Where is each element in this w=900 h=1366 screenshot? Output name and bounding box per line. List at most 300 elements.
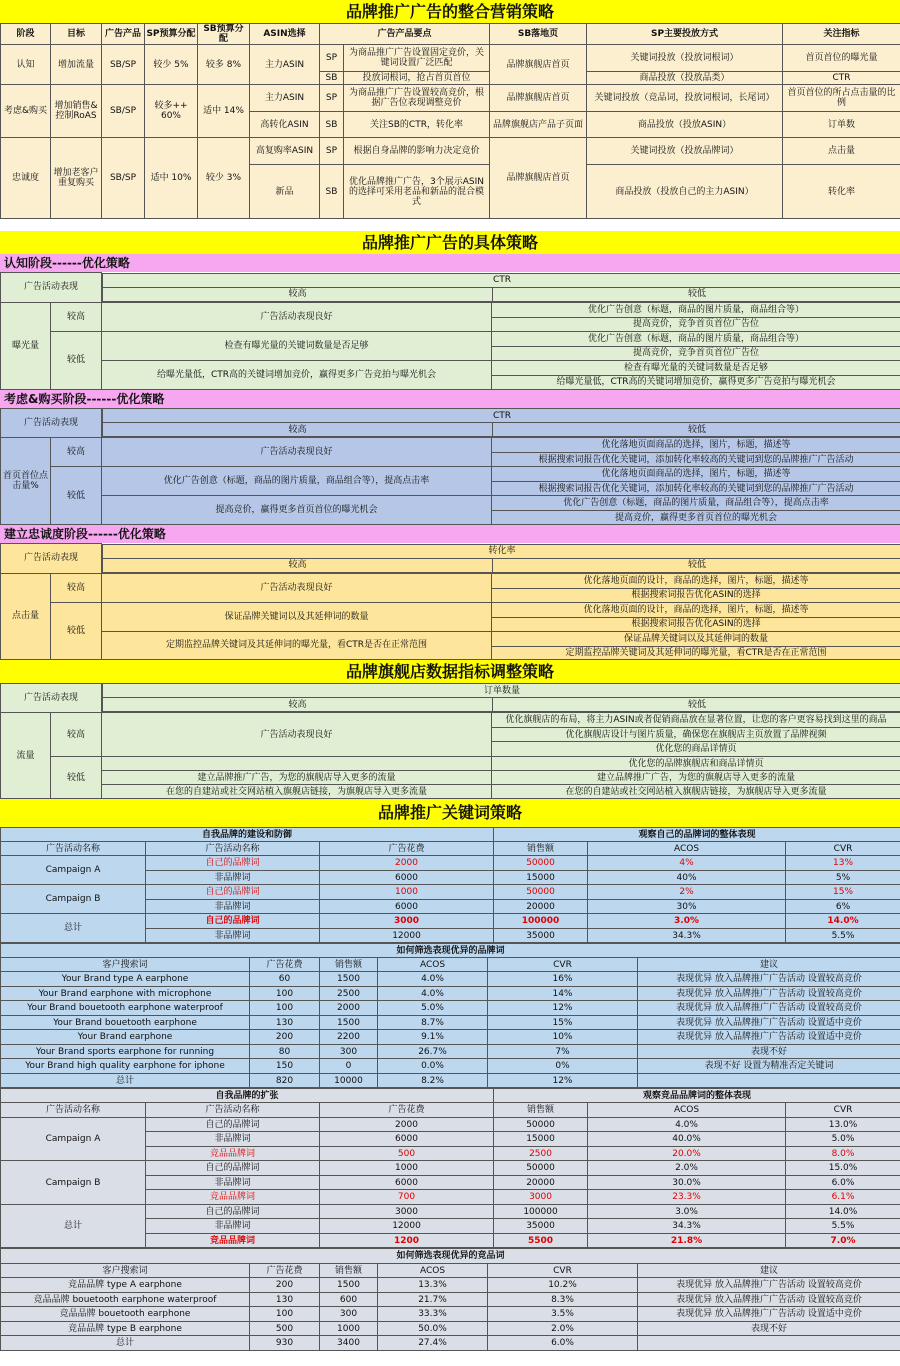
strategy-cell: 根据搜索词报告优化ASIN的选择 [492,617,900,631]
keyword-type: 非品牌词 [146,1176,320,1190]
metric-label: CTR [103,409,900,423]
goal-cell: 增加销售&控制RoAS [51,85,102,138]
asin-cell: 主力ASIN [250,85,320,112]
asin-cell: 新品 [250,165,320,219]
acos-cell: 4.0% [378,972,488,987]
cvr-cell: 8.0% [786,1147,900,1161]
strategy-cell: 根据搜索词报告优化关键词，添加转化率较高的关键词到您的品牌推广广告活动 [492,482,900,496]
acos-cell: 2.0% [588,1161,786,1176]
spend-cell: 150 [250,1059,320,1074]
cvr-cell: 15% [786,885,900,900]
level-low-label: 较低 [51,602,102,659]
table-row [1,1322,900,1336]
ad-type-cell: SP [320,45,344,72]
advice-cell: 表现优异 放入品牌推广广告活动 设置较高竞价 [638,1001,900,1016]
column-header: 销售额 [320,1264,378,1278]
acos-cell: 4% [588,856,786,871]
strategy-cell: 定期监控品牌关键词及其延伸词的曝光量，看CTR是否在正常范围 [492,646,900,659]
level-high-label: 较高 [103,558,493,572]
column-header: 客户搜索词 [1,1264,250,1278]
header-cell: 关注指标 [783,24,900,45]
landing-cell: 品牌旗舰店首页 [490,45,587,85]
cvr-cell: 14.0% [786,914,900,929]
acos-cell: 23.3% [588,1190,786,1205]
strategy-cell: 广告活动表现良好 [102,713,492,757]
acos-cell: 21.8% [588,1234,786,1248]
sales-cell: 50000 [494,1161,588,1176]
strategy-cell: 在您的自建站或社交网站植入旗舰店链接，为旗舰店导入更多流量 [492,785,900,799]
spend-cell: 3000 [320,914,494,929]
spend-cell: 60 [250,972,320,987]
table-row [1,1293,900,1307]
acos-cell: 0.0% [378,1059,488,1074]
spend-cell: 80 [250,1045,320,1059]
sales-cell: 50000 [494,885,588,900]
sales-cell: 3400 [320,1336,378,1351]
acos-cell: 30% [588,900,786,914]
spend-cell: 3000 [320,1205,494,1219]
column-header: ACOS [588,842,786,856]
sales-cell: 20000 [494,1176,588,1190]
acos-cell: 4.0% [378,987,488,1001]
strategy-cell: 提高竞价，赢得更多首页首位的曝光机会 [102,496,492,525]
sales-cell: 1000 [320,1322,378,1336]
column-header: ACOS [378,958,488,972]
search-term: 竞品品牌 type B earphone [1,1322,250,1336]
sales-cell: 3000 [494,1190,588,1205]
strategy-cell: 广告活动表现良好 [102,302,492,331]
acos-cell: 26.7% [378,1045,488,1059]
cvr-cell: 15.0% [786,1161,900,1176]
table-heading: 自我品牌的扩张 [1,1089,494,1103]
strategy-cell: 优化旗舰店的布局，将主力ASIN或者促销商品放在显著位置，让您的客户更容易找到这里的商品 [492,713,900,728]
strategy-cell: 在您的自建站或社交网站植入旗舰店链接，为旗舰店导入更多流量 [102,785,492,799]
asin-cell: 高转化ASIN [250,112,320,138]
acos-cell: 13.3% [378,1278,488,1293]
cvr-cell: 0% [488,1059,638,1074]
search-term: Your Brand sports earphone for running [1,1045,250,1059]
kpi-cell: CTR [783,72,900,85]
advice-cell: 表现优异 放入品牌推广广告活动 设置较高竞价 [638,1278,900,1293]
strategy-cell: 根据搜索词报告优化ASIN的选择 [492,588,900,602]
kpi-cell: 订单数 [783,112,900,138]
sb-budget-cell: 适中 14% [198,85,250,138]
campaign-name: 总计 [1,1205,146,1248]
column-header: 建议 [638,1264,900,1278]
ad-type-cell: SB [320,72,344,85]
search-term: Your Brand high quality earphone for iphone [1,1059,250,1074]
header-cell: 阶段 [1,24,51,45]
cvr-cell: 14% [488,987,638,1001]
strategy-cell: 提高竞价，竞争首页首位广告位 [492,346,900,360]
level-high-label: 较高 [51,438,102,467]
acos-cell: 2% [588,885,786,900]
sales-cell: 2500 [320,987,378,1001]
sales-cell: 35000 [494,929,588,943]
strategy-cell: 提高竞价，赢得更多首页首位的曝光机会 [492,511,900,525]
cvr-cell: 5.5% [786,1219,900,1234]
product-cell: SB/SP [102,85,145,138]
spend-cell: 130 [250,1016,320,1030]
header-cell: 目标 [51,24,102,45]
ad-point-cell: 关注SB的CTR，转化率 [344,112,490,138]
column-header: CVR [786,1103,900,1118]
acos-cell: 40% [588,871,786,885]
acos-cell: 8.2% [378,1074,488,1088]
row-metric-label: 点击量 [1,573,51,659]
sales-cell: 2000 [320,1001,378,1016]
column-header: 销售额 [320,958,378,972]
ad-type-cell: SP [320,138,344,165]
sales-cell: 600 [320,1293,378,1307]
phase-heading-consideration: 考虑&购买阶段------优化策略 [0,390,900,408]
kpi-cell: 转化率 [783,165,900,219]
column-header: 广告花费 [320,842,494,856]
metric-label: 转化率 [103,544,900,558]
kpi-cell: 首页首位的所占点击量的比例 [783,85,900,112]
strategy-cell: 优化落地页面商品的选择，图片，标题，描述等 [492,438,900,453]
cvr-cell: 7.0% [786,1234,900,1248]
spend-cell: 820 [250,1074,320,1088]
strategy-cell: 给曝光量低，CTR高的关键词增加竞价，赢得更多广告竞拍与曝光机会 [102,360,492,389]
keyword-type: 非品牌词 [146,871,320,885]
spend-cell: 100 [250,1307,320,1322]
asin-cell: 主力ASIN [250,45,320,85]
kpi-cell: 首页首位的曝光量 [783,45,900,72]
cvr-cell: 15% [488,1016,638,1030]
sales-cell: 300 [320,1307,378,1322]
strategy-cell: 优化广告创意（标题，商品的图片质量，商品组合等） [492,302,900,317]
spend-cell: 1000 [320,1161,494,1176]
level-low-label: 较低 [51,757,102,799]
awareness-strategy-table [0,272,900,390]
column-header: 广告活动名称 [1,1103,146,1118]
strategy-cell: 保证品牌关键词以及其延伸词的数量 [102,602,492,631]
keyword-type: 自己的品牌词 [146,1205,320,1219]
cvr-cell: 12% [488,1074,638,1088]
strategy-cell: 优化您的品牌旗舰店和商品详情页 [492,757,900,771]
strategy-cell: 根据搜索词报告优化关键词，添加转化率较高的关键词到您的品牌推广广告活动 [492,453,900,467]
column-header: 广告花费 [320,1103,494,1118]
sp-budget-cell: 适中 10% [145,138,198,219]
acos-cell: 21.7% [378,1293,488,1307]
spend-cell: 100 [250,987,320,1001]
strategy-cell [102,757,492,771]
row-metric-label: 曝光量 [1,302,51,389]
acos-cell: 4.0% [588,1118,786,1132]
cvr-cell: 6.1% [786,1190,900,1205]
kpi-cell: 点击量 [783,138,900,165]
header-cell: SB预算分配 [198,24,250,45]
level-low-label: 较低 [493,698,900,712]
competitor-search-term-table [0,1248,900,1351]
acos-cell: 34.3% [588,1219,786,1234]
search-term: Your Brand type A earphone [1,972,250,987]
store-strategy-table [0,683,900,800]
table-row [1,1336,900,1351]
keyword-type: 非品牌词 [146,929,320,943]
cvr-cell: 10.2% [488,1278,638,1293]
advice-cell [638,1336,900,1351]
perf-label: 广告活动表现 [1,544,102,574]
cvr-cell: 7% [488,1045,638,1059]
cvr-cell: 16% [488,972,638,987]
table-heading: 如何筛选表现优异的竞品词 [1,1249,900,1264]
strategy-cell: 优化广告创意（标题，商品的图片质量，商品组合等），提高点击率 [492,496,900,511]
spend-cell: 1000 [320,885,494,900]
acos-cell: 8.7% [378,1016,488,1030]
section-title-keyword: 品牌推广关键词策略 [0,799,900,827]
column-header: CVR [488,1264,638,1278]
sp-method-cell: 关键词投放（投放品牌词） [587,138,783,165]
strategy-cell: 给曝光量低，CTR高的关键词增加竞价，赢得更多广告竞拍与曝光机会 [492,375,900,389]
level-high-label: 较高 [103,698,493,712]
acos-cell: 27.4% [378,1336,488,1351]
spend-cell: 6000 [320,1176,494,1190]
cvr-cell: 12% [488,1001,638,1016]
row-metric-label: 流量 [1,713,51,799]
campaign-name: 总计 [1,914,146,943]
integrated-strategy-table [0,23,900,219]
brand-search-term-table [0,943,900,1088]
table-heading: 自我品牌的建设和防御 [1,828,494,842]
cvr-cell: 13.0% [786,1118,900,1132]
column-header: 广告花费 [250,1264,320,1278]
column-header: CVR [786,842,900,856]
spend-cell: 500 [320,1147,494,1161]
level-high-label: 较高 [103,423,493,437]
search-term: Your Brand bouetooth earphone [1,1016,250,1030]
advice-cell: 表现优异 放入品牌推广广告活动 设置较高竞价 [638,987,900,1001]
header-cell: ASIN选择 [250,24,320,45]
consideration-strategy-table [0,408,900,526]
strategy-cell: 广告活动表现良好 [102,438,492,467]
strategy-cell: 优化广告创意（标题，商品的图片质量，商品组合等），提高点击率 [102,467,492,496]
sp-method-cell: 关键词投放（投放词根词） [587,45,783,72]
column-header: 广告花费 [250,958,320,972]
advice-cell: 表现不好 [638,1322,900,1336]
table-row [1,1045,900,1059]
acos-cell: 5.0% [378,1001,488,1016]
ad-point-cell: 为商品推广广告设置固定竞价，关键词设置广泛匹配 [344,45,490,72]
acos-cell: 34.3% [588,929,786,943]
stage-cell: 考虑&购买 [1,85,51,138]
spend-cell: 6000 [320,900,494,914]
keyword-type: 非品牌词 [146,900,320,914]
search-term: 总计 [1,1336,250,1351]
header-cell: SP主要投放方式 [587,24,783,45]
advice-cell: 表现优异 放入品牌推广广告活动 设置适中竞价 [638,1016,900,1030]
spend-cell: 12000 [320,1219,494,1234]
advice-cell: 表现优异 放入品牌推广广告活动 设置适中竞价 [638,1030,900,1045]
level-high-label: 较高 [103,287,493,301]
perf-label: 广告活动表现 [1,273,102,303]
table-heading: 观察竞品品牌词的整体表现 [494,1089,900,1103]
keyword-type: 自己的品牌词 [146,914,320,929]
cvr-cell: 6.0% [488,1336,638,1351]
campaign-name: Campaign A [1,1118,146,1161]
table-row [1,987,900,1001]
table-row [1,1001,900,1016]
ad-point-cell: 投放词根词，抢占首页首位 [344,72,490,85]
asin-cell: 高复购率ASIN [250,138,320,165]
keyword-type: 竞品品牌词 [146,1147,320,1161]
sales-cell: 50000 [494,1118,588,1132]
strategy-cell: 优化落地页面的设计，商品的选择，图片，标题，描述等 [492,573,900,588]
stage-cell: 忠诚度 [1,138,51,219]
sp-method-cell: 商品投放（投放品类） [587,72,783,85]
sb-budget-cell: 较多 8% [198,45,250,85]
product-cell: SB/SP [102,45,145,85]
campaign-name: Campaign A [1,856,146,885]
table-row [1,1059,900,1074]
sales-cell: 20000 [494,900,588,914]
advice-cell: 表现不好 [638,1045,900,1059]
level-low-label: 较低 [51,467,102,525]
search-term: Your Brand earphone [1,1030,250,1045]
sp-method-cell: 商品投放（投放自己的主力ASIN） [587,165,783,219]
competitor-brand-table [0,1088,900,1248]
sp-budget-cell: 较多++ 60% [145,85,198,138]
table-row [1,1030,900,1045]
table-row [1,1016,900,1030]
perf-label: 广告活动表现 [1,408,102,438]
cvr-cell: 5% [786,871,900,885]
phase-heading-awareness: 认知阶段------优化策略 [0,254,900,272]
advice-cell [638,1074,900,1088]
acos-cell: 3.0% [588,914,786,929]
cvr-cell: 6% [786,900,900,914]
keyword-type: 自己的品牌词 [146,1161,320,1176]
column-header: 建议 [638,958,900,972]
campaign-name: Campaign B [1,885,146,914]
cvr-cell: 10% [488,1030,638,1045]
acos-cell: 40.0% [588,1132,786,1147]
search-term: 竞品品牌 bouetooth earphone waterproof [1,1293,250,1307]
acos-cell: 33.3% [378,1307,488,1322]
ad-type-cell: SB [320,165,344,219]
keyword-type: 竞品品牌词 [146,1190,320,1205]
cvr-cell: 6.0% [786,1176,900,1190]
section-title-specific: 品牌推广广告的具体策略 [0,231,900,254]
cvr-cell: 5.5% [786,929,900,943]
level-high-label: 较高 [51,573,102,602]
table-row [1,1074,900,1088]
column-header: 广告活动名称 [146,842,320,856]
acos-cell: 3.0% [588,1205,786,1219]
header-cell: SB落地页 [490,24,587,45]
table-row [1,1307,900,1322]
keyword-type: 竞品品牌词 [146,1234,320,1248]
level-low-label: 较低 [493,423,900,437]
keyword-type: 非品牌词 [146,1132,320,1147]
section-title-integrated: 品牌推广广告的整合营销策略 [0,0,900,23]
spend-cell: 200 [250,1030,320,1045]
loyalty-strategy-table [0,543,900,660]
cvr-cell: 3.5% [488,1307,638,1322]
header-cell: 广告产品 [102,24,145,45]
spend-cell: 1200 [320,1234,494,1248]
strategy-cell: 广告活动表现良好 [102,573,492,602]
cvr-cell: 5.0% [786,1132,900,1147]
sales-cell: 0 [320,1059,378,1074]
strategy-cell: 优化落地页面的设计，商品的选择，图片，标题，描述等 [492,602,900,617]
sp-method-cell: 关键词投放（竞品词，投放词根词，长尾词） [587,85,783,112]
metric-label: CTR [103,273,900,287]
column-header: 销售额 [494,842,588,856]
spend-cell: 200 [250,1278,320,1293]
cvr-cell: 2.0% [488,1322,638,1336]
level-high-label: 较高 [51,713,102,757]
goal-cell: 增加流量 [51,45,102,85]
strategy-cell: 建立品牌推广广告，为您的旗舰店导入更多的流量 [102,771,492,785]
sales-cell: 15000 [494,871,588,885]
stage-cell: 认知 [1,45,51,85]
campaign-name: Campaign B [1,1161,146,1205]
acos-cell: 30.0% [588,1176,786,1190]
goal-cell: 增加老客户重复购买 [51,138,102,219]
spend-cell: 2000 [320,1118,494,1132]
perf-label: 广告活动表现 [1,683,102,713]
column-header: 广告活动名称 [1,842,146,856]
ad-type-cell: SB [320,112,344,138]
sp-budget-cell: 较少 5% [145,45,198,85]
sales-cell: 10000 [320,1074,378,1088]
sales-cell: 100000 [494,1205,588,1219]
spend-cell: 500 [250,1322,320,1336]
column-header: CVR [488,958,638,972]
sb-budget-cell: 较少 3% [198,138,250,219]
level-low-label: 较低 [493,558,900,572]
advice-cell: 表现优异 放入品牌推广广告活动 设置较高竞价 [638,972,900,987]
ad-point-cell: 优化品牌推广广告，3个展示ASIN的选择可采用老品和新品的混合模式 [344,165,490,219]
spend-cell: 100 [250,1001,320,1016]
search-term: 竞品品牌 bouetooth earphone [1,1307,250,1322]
ad-point-cell: 为商品推广广告设置较高竞价，根据广告位表现调整竞价 [344,85,490,112]
header-cell: SP预算分配 [145,24,198,45]
landing-cell: 品牌旗舰店产品子页面 [490,112,587,138]
sales-cell: 50000 [494,856,588,871]
advice-cell: 表现不好 设置为精准否定关键词 [638,1059,900,1074]
sales-cell: 100000 [494,914,588,929]
level-high-label: 较高 [51,302,102,331]
cvr-cell: 8.3% [488,1293,638,1307]
keyword-type: 自己的品牌词 [146,1118,320,1132]
product-cell: SB/SP [102,138,145,219]
spend-cell: 130 [250,1293,320,1307]
phase-heading-loyalty: 建立忠诚度阶段------优化策略 [0,525,900,543]
spend-cell: 700 [320,1190,494,1205]
search-term: 竞品品牌 type A earphone [1,1278,250,1293]
column-header: 销售额 [494,1103,588,1118]
table-row [1,972,900,987]
keyword-type: 非品牌词 [146,1219,320,1234]
level-low-label: 较低 [493,287,900,301]
sales-cell: 1500 [320,1278,378,1293]
spend-cell: 2000 [320,856,494,871]
cvr-cell: 14.0% [786,1205,900,1219]
strategy-cell: 优化旗舰店设计与图片质量，确保您在旗舰店主页放置了品牌视频 [492,728,900,742]
search-term: Your Brand bouetooth earphone waterproof [1,1001,250,1016]
advice-cell: 表现优异 放入品牌推广广告活动 设置较高竞价 [638,1293,900,1307]
strategy-cell: 优化您的商品详情页 [492,742,900,757]
strategy-cell: 定期监控品牌关键词及其延伸词的曝光量，看CTR是否在正常范围 [102,631,492,659]
own-brand-table [0,827,900,943]
header-cell: 广告产品要点 [320,24,490,45]
sp-method-cell: 商品投放（投放ASIN） [587,112,783,138]
acos-cell: 9.1% [378,1030,488,1045]
sales-cell: 5500 [494,1234,588,1248]
